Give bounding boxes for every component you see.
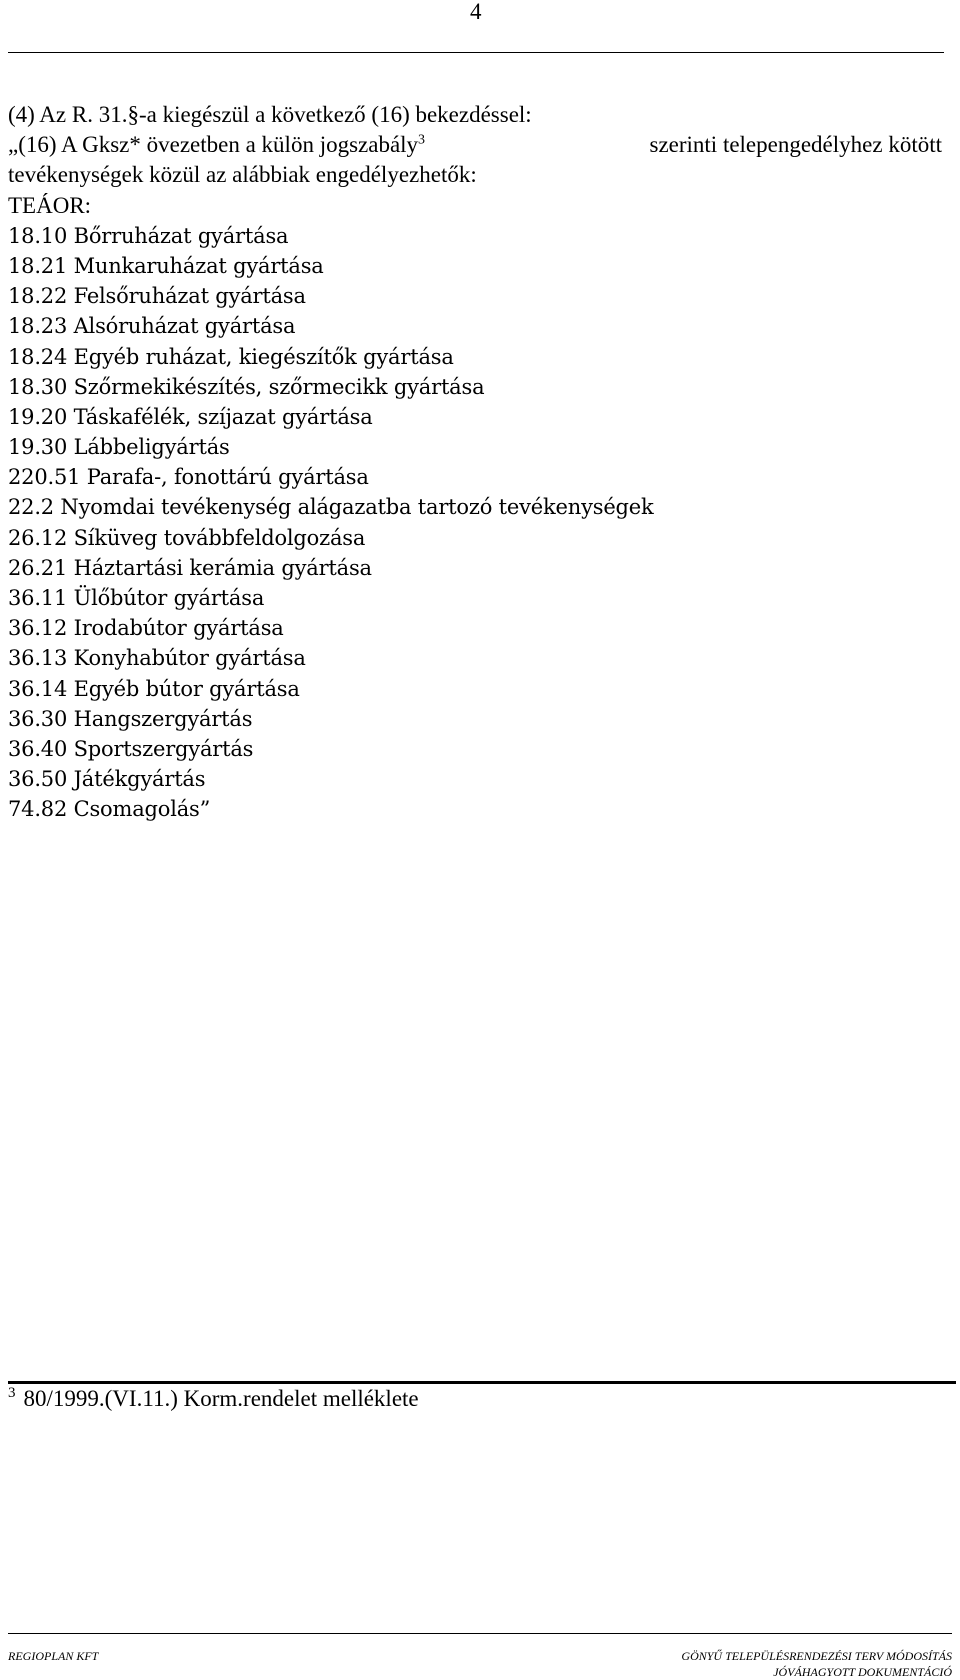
list-item: 36.50 Játékgyártás: [8, 767, 206, 792]
list-item: 74.82 Csomagolás”: [8, 797, 211, 822]
list-item: 36.11 Ülőbútor gyártása: [8, 586, 265, 610]
list-item: 36.40 Sportszergyártás: [8, 736, 254, 761]
footer-company: REGIOPLAN KFT: [8, 1649, 99, 1663]
teaor-label: TEÁOR:: [8, 192, 92, 218]
footnote-reference: 3: [418, 132, 426, 148]
page-number: 4: [470, 0, 482, 24]
list-item: 22.2 Nyomdai tevékenység alágazatba tartozó tevékenységek: [8, 495, 654, 520]
list-item: 26.12 Síküveg továbbfeldolgozása: [8, 525, 366, 550]
footnote: [8, 1385, 419, 1413]
list-item: 26.21 Háztartási kerámia gyártása: [8, 555, 372, 580]
footer-rule: [8, 1633, 952, 1634]
footnote-text: 80/1999.(VI.11.) Korm.rendelet melléklete: [23, 1386, 419, 1411]
paragraph-continuation: szerinti telepengedélyhez kötött: [649, 132, 942, 158]
footnote-marker: 3: [8, 1385, 16, 1402]
footnote-separator: [8, 1381, 956, 1384]
header-rule: [8, 52, 944, 53]
teaor-list: [8, 221, 942, 825]
intro-line: (4) Az R. 31.§-a kiegészül a következő (16) bekezdéssel:: [8, 102, 532, 127]
list-item: 19.30 Lábbeligyártás: [8, 435, 230, 460]
list-item: 36.14 Egyéb bútor gyártása: [8, 676, 300, 701]
list-item: 18.22 Felsőruházat gyártása: [8, 284, 306, 309]
list-item: 36.12 Irodabútor gyártása: [8, 616, 284, 641]
list-item: 18.23 Alsóruházat gyártása: [8, 314, 296, 339]
document-body: [8, 100, 942, 825]
paragraph-second-line: tevékenységek közül az alábbiak engedélyezhetők:: [8, 162, 477, 188]
footer-document-status: JÓVÁHAGYOTT DOKUMENTÁCIÓ: [773, 1665, 952, 1679]
list-item: 18.30 Szőrmekikészítés, szőrmecikk gyártása: [8, 374, 485, 399]
list-item: 36.30 Hangszergyártás: [8, 706, 253, 731]
list-item: 220.51 Parafa-, fonottárú gyártása: [8, 465, 369, 490]
list-item: 18.10 Bőrruházat gyártása: [8, 223, 289, 248]
paragraph-first-line: [8, 130, 942, 160]
list-item: 18.21 Munkaruházat gyártása: [8, 253, 324, 278]
list-item: 36.13 Konyhabútor gyártása: [8, 646, 306, 671]
footer-document-info: [681, 1648, 952, 1680]
list-item: 18.24 Egyéb ruházat, kiegészítők gyártása: [8, 344, 454, 369]
list-item: 19.20 Táskafélék, szíjazat gyártása: [8, 404, 373, 429]
paragraph-opening: „(16) A Gksz* övezetben a külön jogszabály$^3$: [8, 132, 426, 158]
footer-project-title: GÖNYŰ TELEPÜLÉSRENDEZÉSI TERV MÓDOSÍTÁS: [681, 1649, 952, 1663]
